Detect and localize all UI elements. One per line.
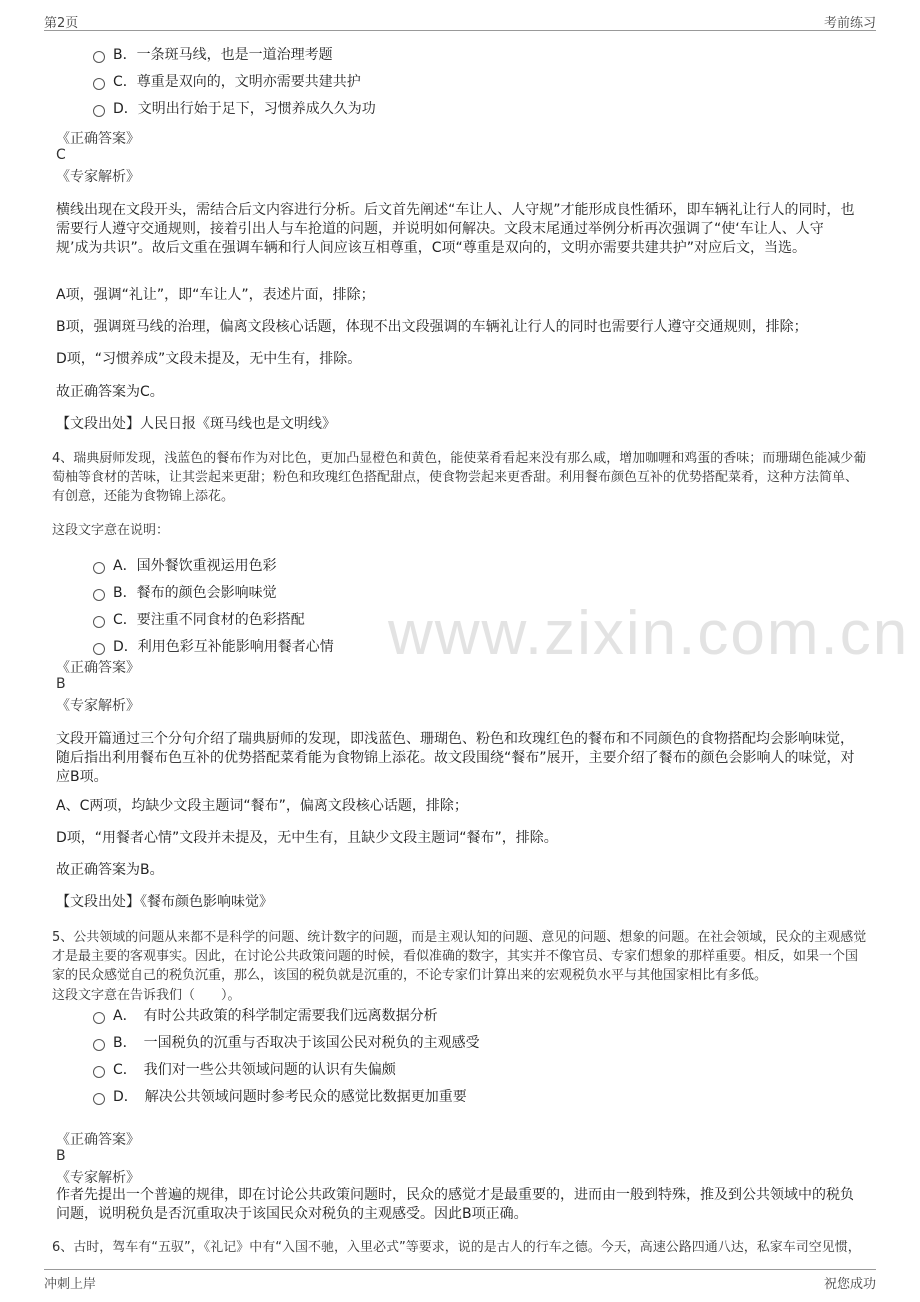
- q3-analysis-d: D项，“习惯养成”文段未提及，无中生有，排除。: [56, 351, 362, 367]
- radio-icon[interactable]: [93, 51, 105, 63]
- radio-icon[interactable]: [93, 616, 105, 628]
- page-number: 第2页: [44, 16, 79, 31]
- q4-analysis-d: D项，“用餐者心情”文段并未提及，无中生有，且缺少文段主题词“餐布”，排除。: [56, 830, 558, 846]
- q5-question: 这段文字意在告诉我们（ ）。: [52, 988, 241, 1003]
- radio-icon[interactable]: [93, 643, 105, 655]
- page-header: [44, 12, 876, 31]
- q4-conclusion: 故正确答案为B。: [56, 862, 164, 878]
- q4-analysis-label: 《专家解析》: [56, 698, 140, 714]
- footer-right: 祝您成功: [823, 1277, 876, 1292]
- q5-option-d[interactable]: D． 解决公共领域问题时参考民众的感觉比数据更加重要: [93, 1087, 467, 1107]
- q5-option-b[interactable]: B． 一国税负的沉重与否取决于该国公民对税负的主观感受: [93, 1033, 480, 1053]
- page-footer: [44, 1269, 876, 1292]
- q4-analysis-ac: A、C两项，均缺少文段主题词“餐布”，偏离文段核心话题，排除；: [56, 798, 468, 814]
- q3-analysis-label: 《专家解析》: [56, 169, 140, 185]
- q4-answer-label: 《正确答案》: [56, 660, 140, 676]
- radio-icon[interactable]: [93, 105, 105, 117]
- radio-icon[interactable]: [93, 589, 105, 601]
- radio-icon[interactable]: [93, 1093, 105, 1105]
- radio-icon[interactable]: [93, 78, 105, 90]
- q3-source: 【文段出处】人民日报《斑马线也是文明线》: [56, 416, 336, 432]
- footer-left: 冲刺上岸: [44, 1277, 97, 1292]
- q4-option-a[interactable]: A．国外餐饮重视运用色彩: [93, 556, 277, 576]
- q5-stem: 5、公共领域的问题从来都不是科学的问题、统计数字的问题，而是主观认知的问题、意见的问题、想象的问题。在社会领域，民众的主观感觉才是最主要的客观事实。因此，在讨论公共政策问题的时候，看似准确的数字，其实并不像官员、专家们想象的那样重要。相反，如果一个国家的民众感觉自己的税负沉重，那么，该国的税负就是沉重的，不论专家们计算出来的宏观税负水平与其他国家相比有多低。: [52, 930, 867, 983]
- q4-stem: 4、瑞典厨师发现，浅蓝色的餐布作为对比色，更加凸显橙色和黄色，能使菜肴看起来没有那么咸，增加咖喱和鸡蛋的香味；而珊瑚色能减少葡萄柚等食材的苦味，让其尝起来更甜；粉色和玫瑰红色搭配甜点，使食物尝起来更香甜。利用餐布颜色互补的优势搭配菜肴，这种方法简单、有创意，还能为食物锦上添花。: [52, 451, 867, 504]
- q3-answer-label: 《正确答案》: [56, 131, 140, 147]
- header-title: 考前练习: [823, 16, 876, 31]
- watermark: www.zixin.com.cn: [388, 599, 910, 668]
- q6-stem: 6、古时，驾车有“五驭”，《礼记》中有“入国不驰，入里必式”等要求，说的是古人的行车之德。今天，高速公路四通八达，私家车司空见惯，: [52, 1240, 861, 1255]
- q3-option-d[interactable]: D．文明出行始于足下，习惯养成久久为功: [93, 99, 376, 119]
- q3-analysis-a: A项，强调“礼让”，即“车让人”，表述片面，排除；: [56, 287, 375, 303]
- radio-icon[interactable]: [93, 1039, 105, 1051]
- q5-analysis-label: 《专家解析》: [56, 1170, 140, 1186]
- q4-answer: B: [56, 676, 66, 692]
- q4-option-d[interactable]: D．利用色彩互补能影响用餐者心情: [93, 637, 334, 657]
- q4-analysis-main: 文段开篇通过三个分句介绍了瑞典厨师的发现，即浅蓝色、珊瑚色、粉色和玫瑰红色的餐布和不同颜色的食物搭配均会影响味觉，随后指出利用餐布色互补的优势搭配菜肴能为食物锦上添花。故文段围绕“餐布”展开，主要介绍了餐布的颜色会影响人的味觉，对应B项。: [56, 731, 855, 785]
- q4-option-b[interactable]: B．餐布的颜色会影响味觉: [93, 583, 277, 603]
- q3-analysis-b: B项，强调斑马线的治理，偏离文段核心话题，体现不出文段强调的车辆礼让行人的同时也需要行人遵守交通规则，排除；: [56, 319, 808, 335]
- q5-analysis: 作者先提出一个普遍的规律，即在讨论公共政策问题时，民众的感觉才是最重要的，进而由一般到特殊，推及到公共领域中的税负问题，说明税负是否沉重取决于该国民众对税负的主观感受。因此B项正确。: [56, 1187, 854, 1222]
- q4-source: 【文段出处】《餐布颜色影响味觉》: [56, 894, 273, 910]
- q3-conclusion: 故正确答案为C。: [56, 384, 164, 400]
- radio-icon[interactable]: [93, 1066, 105, 1078]
- q5-answer-label: 《正确答案》: [56, 1132, 140, 1148]
- q3-answer: C: [56, 147, 66, 163]
- q3-option-c[interactable]: C．尊重是双向的，文明亦需要共建共护: [93, 72, 361, 92]
- q4-question: 这段文字意在说明：: [52, 523, 170, 538]
- q3-option-b[interactable]: B．一条斑马线，也是一道治理考题: [93, 45, 333, 65]
- q5-answer: B: [56, 1148, 66, 1164]
- q3-analysis-main: 横线出现在文段开头，需结合后文内容进行分析。后文首先阐述“车让人、人守规”才能形成良性循环，即车辆礼让行人的同时，也需要行人遵守交通规则，接着引出人与车抢道的问题，并说明如何解决。文段末尾通过举例分析再次强调了“使‘车让人、人守规’成为共识”。故后文重在强调车辆和行人间应该互相尊重，C项“尊重是双向的，文明亦需要共建共护”对应后文，当选。: [56, 202, 855, 256]
- q5-option-c[interactable]: C． 我们对一些公共领域问题的认识有失偏颇: [93, 1060, 396, 1080]
- radio-icon[interactable]: [93, 562, 105, 574]
- q4-option-c[interactable]: C．要注重不同食材的色彩搭配: [93, 610, 305, 630]
- q5-option-a[interactable]: A． 有时公共政策的科学制定需要我们远离数据分析: [93, 1006, 438, 1026]
- radio-icon[interactable]: [93, 1012, 105, 1024]
